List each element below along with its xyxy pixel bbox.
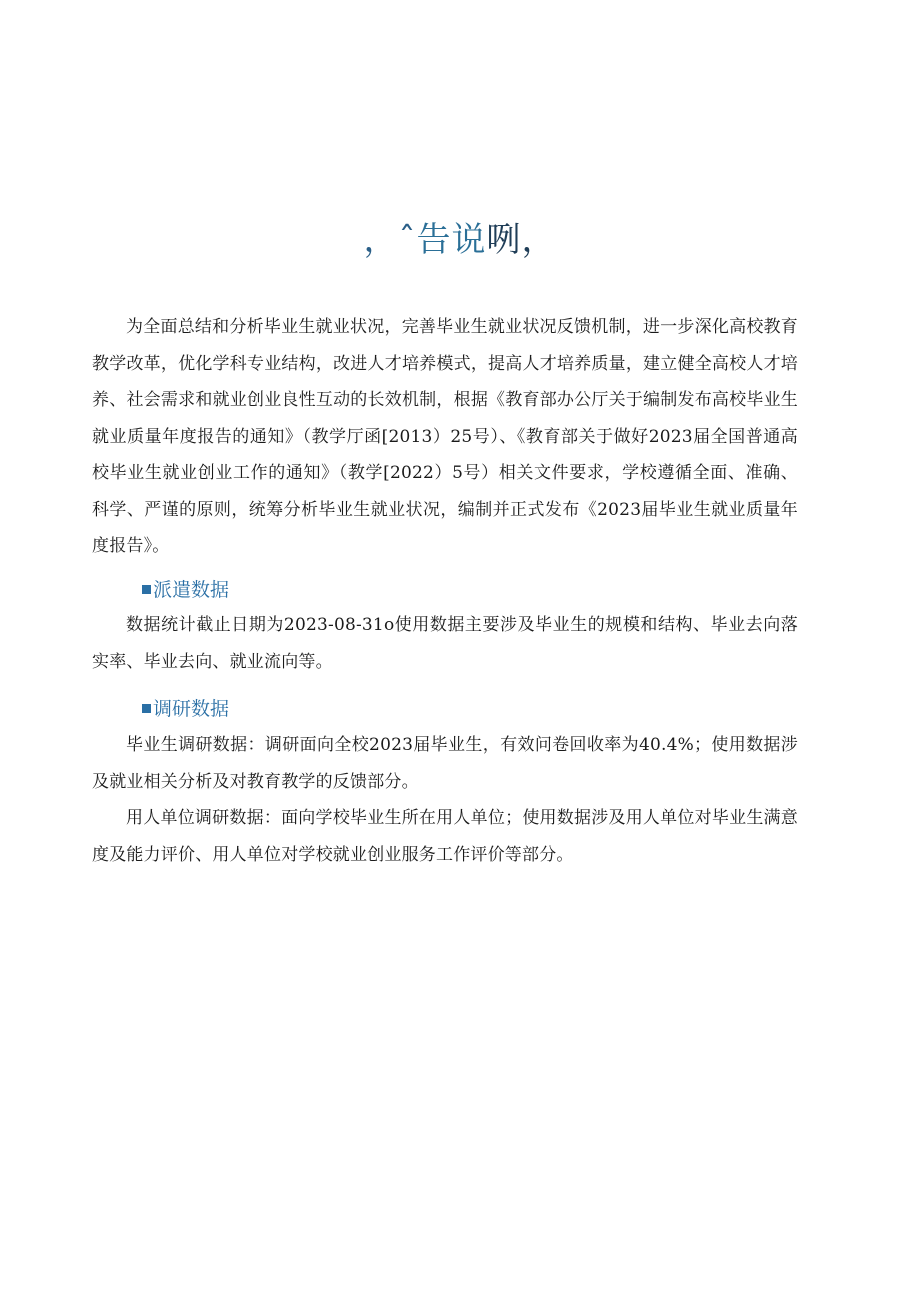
page-title	[0, 218, 920, 262]
intro-paragraph: 为全面总结和分析毕业生就业状况，完善毕业生就业状况反馈机制，进一步深化高校教育教学改革，优化学科专业结构，改进人才培养模式，提高人才培养质量，建立健全高校人才培养、社会需求和就业创业良性互动的长效机制，根据《教育部办公厅关于编制发布高校毕业生就业质量年度报告的通知》（教学厅函[2013）25号）、《教育部关于做好2023届全国普通高校毕业生就业创业工作的通知》（教学[2022）5号）相关文件要求，学校遵循全面、准确、科学、严谨的原则，统筹分析毕业生就业状况，编制并正式发布《2023届毕业生就业质量年度报告》。	[92, 317, 798, 556]
page-title-main: 告说	[416, 220, 487, 260]
section-heading-survey-text: 调研数据	[153, 698, 230, 720]
page-title-left: ，ˆ	[363, 220, 417, 260]
section-heading-dispatch	[142, 576, 229, 604]
survey-paragraph-employers: 用人单位调研数据：面向学校毕业生所在用人单位；使用数据涉及用人单位对毕业生满意度及能力评价、用人单位对学校就业创业服务工作评价等部分。	[92, 808, 798, 865]
section-heading-dispatch-text: 派遣数据	[153, 579, 230, 601]
dispatch-paragraph: 数据统计截止日期为2023-08-31o使用数据主要涉及毕业生的规模和结构、毕业去向落实率、毕业去向、就业流向等。	[92, 615, 798, 672]
square-bullet-icon	[142, 585, 151, 594]
dispatch-section	[92, 607, 798, 680]
section-heading-survey	[142, 695, 229, 723]
square-bullet-icon	[142, 704, 151, 713]
survey-paragraph-graduates: 毕业生调研数据：调研面向全校2023届毕业生，有效问卷回收率为40.4%；使用数据涉及就业相关分析及对教育教学的反馈部分。	[92, 735, 798, 792]
intro-section	[92, 309, 798, 565]
survey-section	[92, 727, 798, 873]
page-title-right: 咧，	[486, 220, 557, 260]
